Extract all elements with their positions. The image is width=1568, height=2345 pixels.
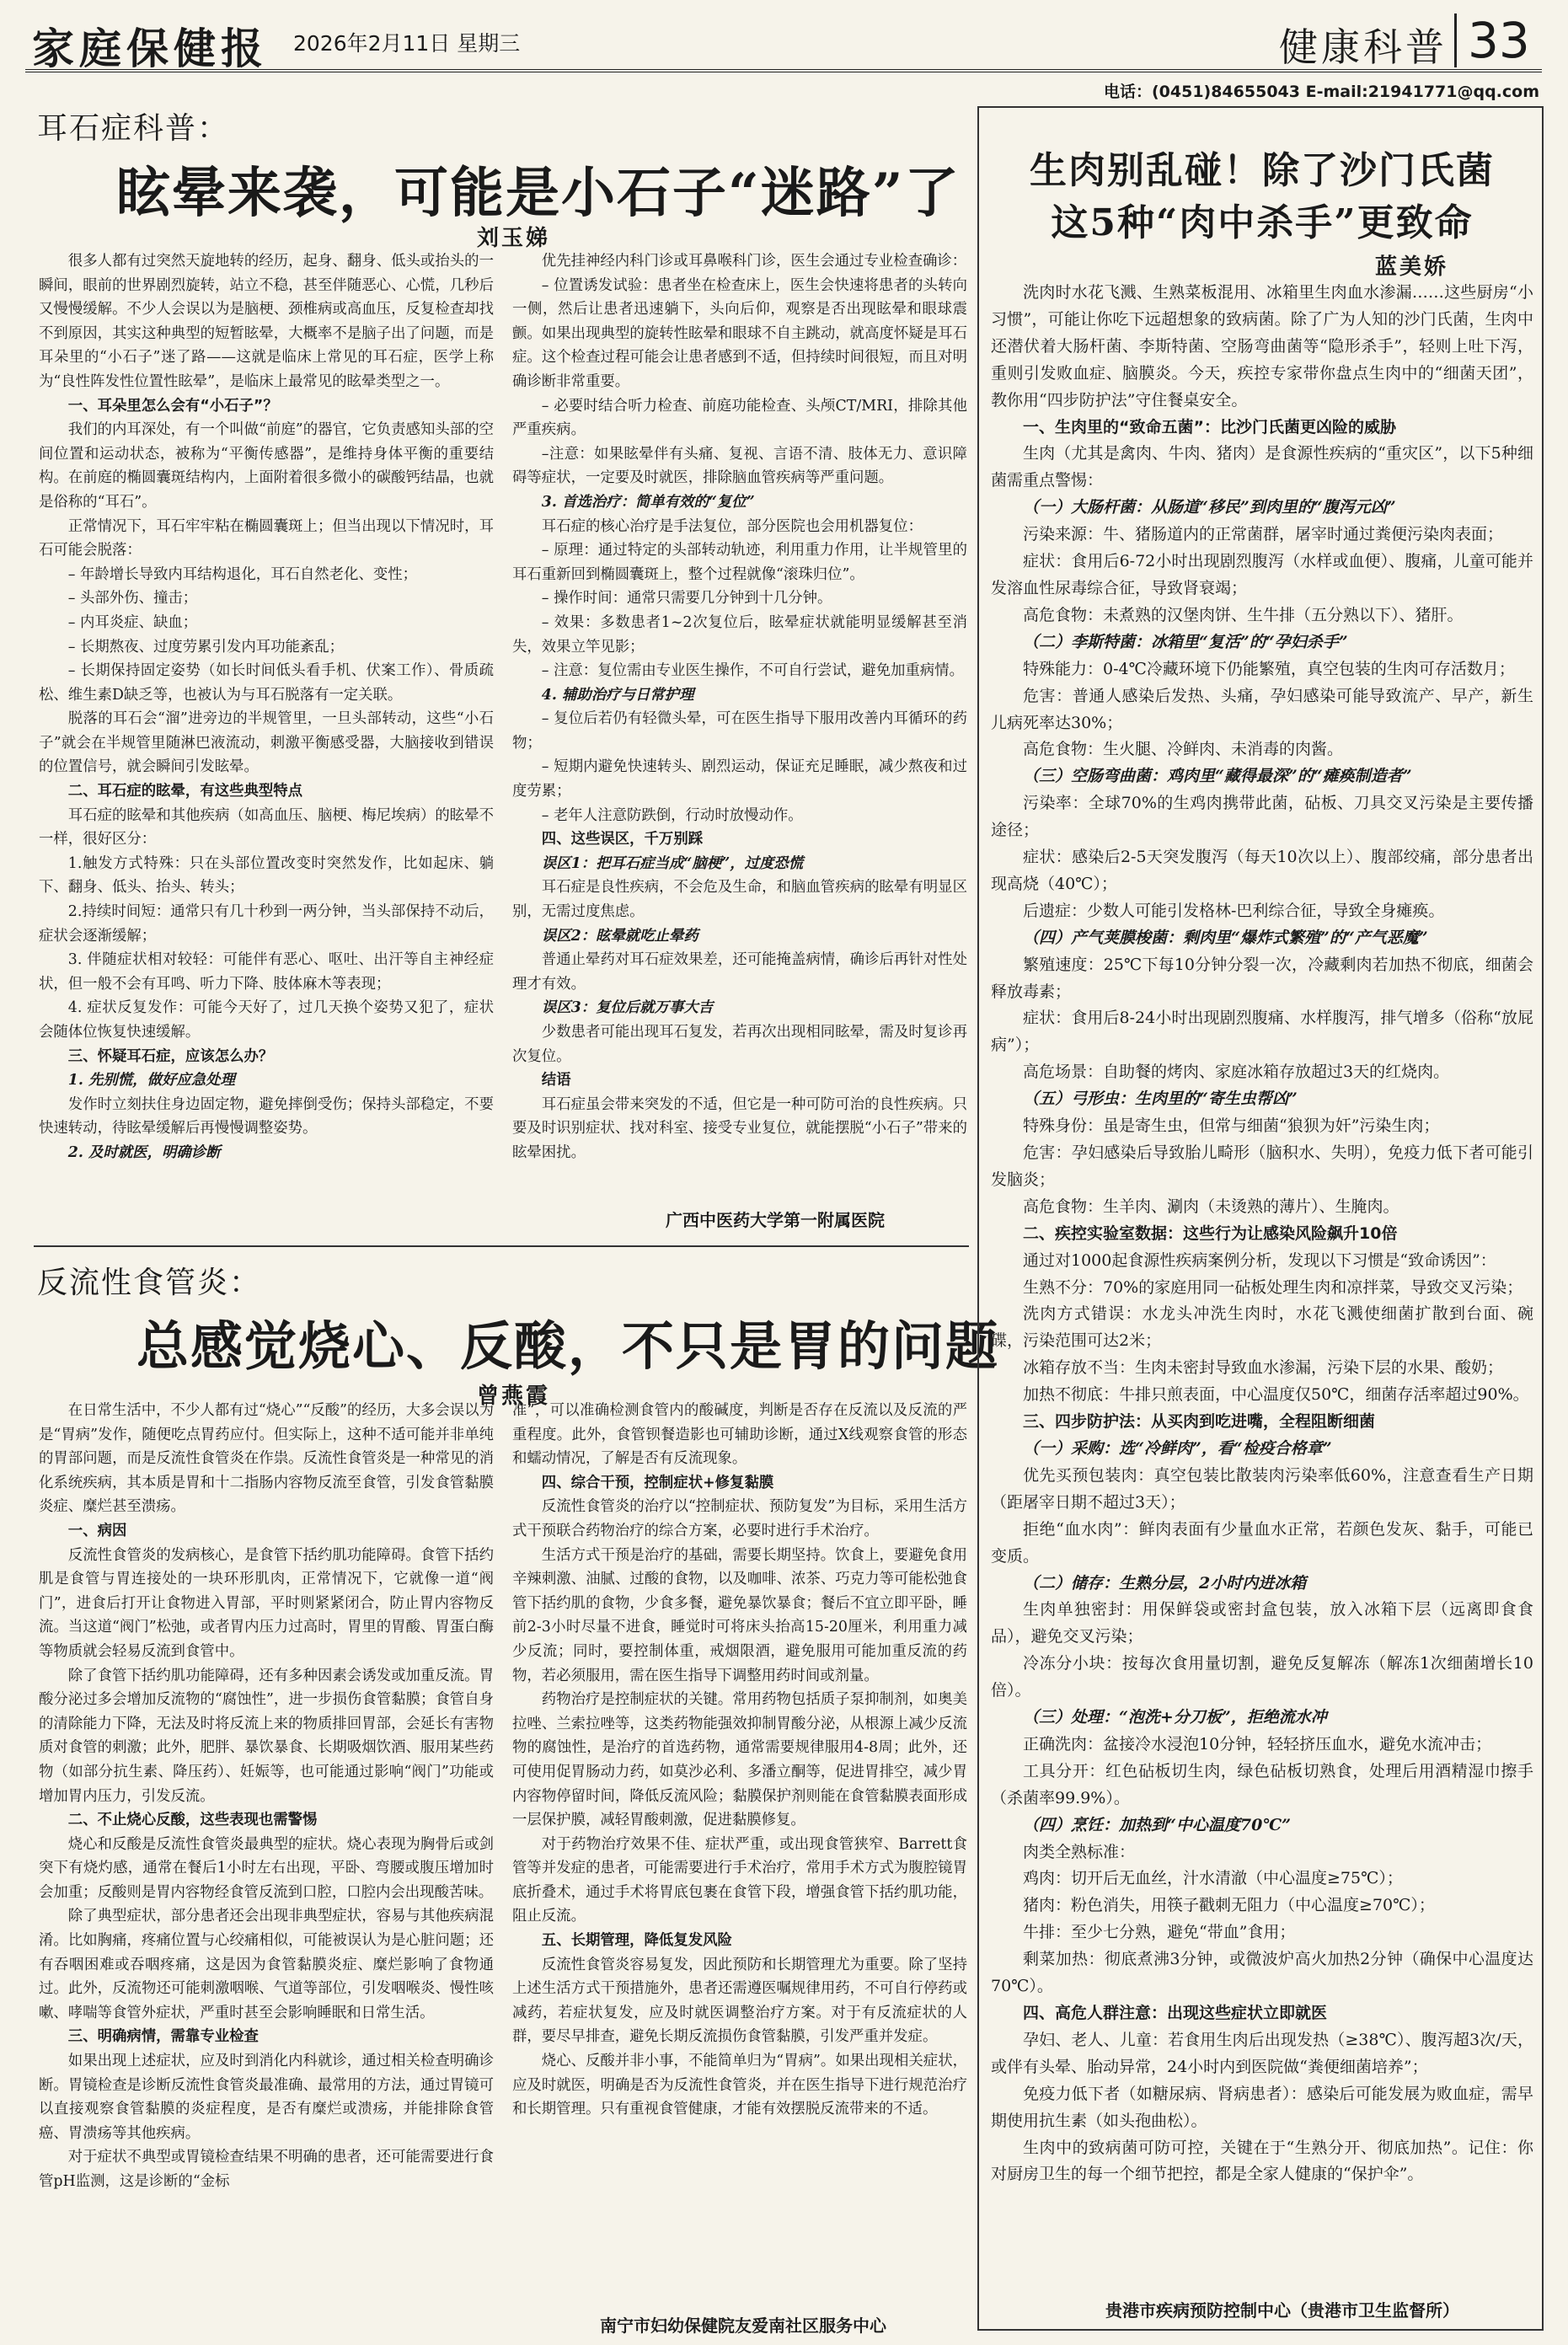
paragraph: 剩菜加热：彻底煮沸3分钟，或微波炉高火加热2分钟（确保中心温度达70℃）。 — [991, 1950, 1533, 1996]
paragraph: 高危食物：生羊肉、涮肉（未烫熟的薄片）、生腌肉。 — [1023, 1197, 1399, 1216]
paragraph: 繁殖速度：25℃下每10分钟分裂一次，冷藏剩肉若加热不彻底，细菌会释放毒素； — [991, 955, 1533, 1001]
paragraph: 耳石症的核心治疗是手法复位，部分医院也会用机器复位： — [541, 517, 923, 535]
masthead — [25, 12, 1542, 72]
paragraph: 冰箱存放不当：生肉未密封导致血水渗漏，污染下层的水果、酸奶； — [1023, 1358, 1504, 1378]
paragraph: 在日常生活中，不少人都有过“烧心”“反酸”的经历，大多会误以为是“胃病”发作，随便吃点胃药应付。但实际上，这种不适可能并非单纯的胃部问题，而是反流性食管炎在作祟。反流性食管炎是一种常见的消化系统疾病，其本质是胃和十二指肠内容物反流至食管，引发食管黏膜炎症、糜烂甚至溃疡。 — [39, 1402, 494, 1516]
paragraph: 正确洗肉：盆接冷水浸泡10分钟，轻轻挤压血水，避免水流冲击； — [1023, 1734, 1492, 1753]
article2-source: 南宁市妇幼保健院友爱南社区服务中心 — [600, 2316, 886, 2336]
section-heading: 一、耳朵里怎么会有“小石子”？ — [67, 397, 278, 415]
article2-byline: 曾燕霞 — [477, 1384, 551, 1409]
paragraph: – 注意：复位需由专业医生操作，不可自行尝试，避免加重病情。 — [541, 662, 964, 680]
article1-byline: 刘玉娣 — [477, 226, 551, 251]
sub-heading: （四）产气荚膜梭菌：剩肉里“爆炸式繁殖”的“产气恶魔” — [1023, 928, 1428, 947]
paragraph: 危害：普通人感染后发热、头痛，孕妇感染可能导致流产、早产，新生儿病死率达30%； — [991, 686, 1533, 732]
sub-heading: 2. 及时就医，明确诊断 — [67, 1143, 221, 1161]
section-heading: 二、耳石症的眩晕，有这些典型特点 — [67, 783, 303, 800]
paragraph: – 效果：多数患者1~2次复位后，眩晕症状就能明显缓解甚至消失，效果立竿见影； — [512, 613, 967, 656]
paragraph: 生活方式干预是治疗的基础，需要长期坚持。饮食上，要避免食用辛辣刺激、油腻、过酸的食物，以及咖啡、浓茶、巧克力等可能松弛食管下括约肌的食物，少食多餐，避免暴饮暴食；餐后不宜立即平卧，睡前2-3小时尽量不进食，睡觉时可将床头抬高15-20厘米，利用重力减少反流；同时，要控制体重，戒烟限酒，避免服用可能加重反流的药物，若必须服用，需在医生指导下调整用药时间或剂量。 — [512, 1546, 967, 1684]
sub-heading: （三）空肠弯曲菌：鸡肉里“藏得最深”的“瘫痪制造者” — [1023, 767, 1412, 786]
paragraph: 危害：孕妇感染后导致胎儿畸形（脑积水、失明），免疫力低下者可能引发脑炎； — [991, 1143, 1533, 1189]
paragraph: 4. 症状反复发作：可能今天好了，过几天换个姿势又犯了，症状会随体位恢复快速缓解。 — [39, 999, 494, 1041]
sub-heading: 4. 辅助治疗与日常护理 — [541, 686, 694, 704]
paragraph: 普通止晕药对耳石症效果差，还可能掩盖病情，确诊后再针对性处理才有效。 — [512, 951, 967, 993]
sub-heading: （四）烹饪：加热到“中心温度70℃” — [1023, 1815, 1292, 1834]
paragraph: 后遗症：少数人可能引发格林-巴利综合征，导致全身瘫痪。 — [1023, 901, 1445, 920]
paragraph: –注意：如果眩晕伴有头痛、复视、言语不清、肢体无力、意识障碍等症状，一定要及时就医，排除脑血管疾病等严重问题。 — [512, 445, 967, 487]
paragraph: – 操作时间：通常只需要几分钟到十几分钟。 — [541, 590, 832, 608]
paragraph: 拒绝“血水肉”：鲜肉表面有少量血水正常，若颜色发灰、黏手，可能已变质。 — [991, 1519, 1533, 1566]
paragraph: – 短期内避免快速转头、剧烈运动，保证充足睡眠，减少熬夜和过度劳累； — [512, 758, 967, 800]
article3-box — [977, 106, 1544, 2331]
article2-kicker: 反流性食管炎 ： — [37, 1259, 261, 1302]
paragraph: 通过对1000起食源性疾病案例分析，发现以下习惯是“致命诱因”： — [1023, 1250, 1496, 1270]
paragraph: 工具分开：红色砧板切生肉，绿色砧板切熟食，处理后用酒精湿巾擦手（杀菌率99.9%）。 — [991, 1761, 1533, 1807]
paragraph: 特殊身份：虽是寄生虫，但常与细菌“狼狈为奸”污染生肉； — [1023, 1116, 1440, 1136]
sub-heading: 误区3：复位后就万事大吉 — [541, 999, 714, 1017]
paragraph: – 长期熬夜、过度劳累引发内耳功能紊乱； — [67, 638, 345, 656]
paragraph: 高危食物：未煮熟的汉堡肉饼、生牛排（五分熟以下）、猪肝。 — [1023, 605, 1464, 624]
section-heading: 三、怀疑耳石症，应该怎么办？ — [67, 1047, 274, 1065]
sub-heading: （三）处理：“泡洗+分刀板”，拒绝流水冲 — [1023, 1708, 1327, 1727]
section-heading: 三、四步防护法：从买肉到吃进嘴，全程阻断细菌 — [1023, 1412, 1376, 1432]
paragraph: 少数患者可能出现耳石复发，若再次出现相同眩晕，需及时复诊再次复位。 — [512, 1024, 967, 1065]
sub-heading: （五）弓形虫：生肉里的“寄生虫帮凶” — [1023, 1090, 1298, 1109]
sub-heading: 误区2：眩晕就吃止晕药 — [541, 927, 698, 945]
paragraph: 烧心、反酸并非小事，不能简单归为“胃病”。如果出现相关症状，应及时就医，明确是否为反流性食管炎，并在医生指导下进行规范治疗和长期管理。只有重视食管健康，才能有效摆脱反流带来的不适。 — [512, 2053, 967, 2118]
paragraph: 症状：感染后2-5天突发腹泻（每天10次以上）、腹部绞痛，部分患者出现高烧（40℃）； — [991, 848, 1533, 893]
paragraph: 生熟不分：70%的家庭用同一砧板处理生肉和凉拌菜，导致交叉污染； — [1023, 1277, 1523, 1297]
article1-source: 广西中医药大学第一附属医院 — [666, 1210, 885, 1230]
paragraph: 特殊能力：0-4℃冷藏环境下仍能繁殖，真空包装的生肉可存活数月； — [1023, 659, 1515, 678]
article3-headline-line1: 生肉别乱碰！除了沙门氏菌 — [1030, 149, 1495, 192]
article1-headline: 眩晕来袭，可能是小石子“迷路”了 — [116, 162, 961, 225]
paragraph: 高危食物：生火腿、冷鲜肉、未消毒的肉酱。 — [1023, 740, 1344, 759]
article3-headline-line2: 这5种“肉中杀手”更致命 — [1051, 201, 1474, 244]
sub-heading: 误区1：把耳石症当成“脑梗”，过度恐慌 — [541, 854, 804, 872]
paragraph: 症状：食用后6-72小时出现剧烈腹泻（水样或血便）、腹痛，儿童可能并发溶血性尿毒综合征，导致肾衰竭； — [991, 552, 1533, 597]
article3-body — [991, 280, 1533, 2285]
paragraph: 脱落的耳石会“溜”进旁边的半规管里，一旦头部转动，这些“小石子”就会在半规管里随淋巴液流动，刺激平衡感受器，大脑接收到错误的位置信号，就会瞬间引发眩晕。 — [39, 710, 494, 776]
paragraph: – 头部外伤、撞击； — [67, 590, 198, 608]
section-heading: 三、明确病情，需靠专业检查 — [67, 2028, 259, 2046]
paragraph: 烧心和反酸是反流性食管炎最典型的症状。烧心表现为胸骨后或剑突下有烧灼感，通常在餐后1小时左右出现，平卧、弯腰或腹压增加时会加重；反酸则是胃内容物经食管反流到口腔，口腔内会出现酸苦味。 — [39, 1835, 494, 1901]
paragraph: 冷冻分小块：按每次食用量切割，避免反复解冻（解冻1次细菌增长10倍）。 — [991, 1654, 1533, 1700]
paragraph: 反流性食管炎容易复发，因此预防和长期管理尤为重要。除了坚持上述生活方式干预措施外，患者还需遵医嘱规律用药，不可自行停药或减药，若症状复发，应及时就医调整治疗方案。对于有反流症状的人群，要尽早排查，避免长期反流损伤食管黏膜，引发严重并发症。 — [512, 1956, 967, 2046]
article2-headline: 总感觉烧心、反酸，不只是胃的问题 — [136, 1315, 1000, 1377]
paragraph: – 复位后若仍有轻微头晕，可在医生指导下服用改善内耳循环的药物； — [512, 710, 967, 752]
paragraph: 肉类全熟标准： — [1023, 1842, 1136, 1861]
paragraph: 生肉（尤其是禽肉、牛肉、猪肉）是食源性疾病的“重灾区”，以下5种细菌需重点警惕： — [991, 444, 1533, 490]
paper-name: 家庭保健报 — [32, 24, 268, 73]
paragraph: 生肉中的致病菌可防可控，关键在于“生熟分开、彻底加热”。记住：你对厨房卫生的每一个细节把控，都是全家人健康的“保护伞”。 — [991, 2138, 1533, 2184]
section-heading: 四、高危人群注意：出现这些症状立即就医 — [1023, 2004, 1328, 2022]
paragraph: 优先买预包装肉：真空包装比散装肉污染率低60%，注意查看生产日期（距屠宰日期不超过3天）； — [991, 1465, 1533, 1512]
article1-column-2 — [512, 249, 967, 1202]
paragraph: 牛排：至少七分熟，避免“带血”食用； — [1023, 1923, 1296, 1942]
section-title: 健康科普 — [1279, 24, 1448, 70]
sub-heading: （二）李斯特菌：冰箱里“复活”的“孕妇杀手” — [1023, 632, 1348, 651]
article1-kicker: 耳石症科普 ： — [37, 104, 229, 147]
paragraph: 2.持续时间短：通常只有几十秒到一两分钟，当头部保持不动后，症状会逐渐缓解； — [39, 903, 494, 945]
paragraph: 生肉单独密封：用保鲜袋或密封盒包装，放入冰箱下层（远离即食食品），避免交叉污染； — [991, 1600, 1533, 1646]
paragraph: 污染来源：牛、猪肠道内的正常菌群，屠宰时通过粪便污染肉表面； — [1023, 525, 1504, 544]
paragraph: 准”，可以准确检测食管内的酸碱度，判断是否存在反流以及反流的严重程度。此外，食管钡餐造影也可辅助诊断，通过X线观察食管的形态和蠕动情况，了解是否有反流现象。 — [512, 1402, 967, 1468]
masthead-divider — [1454, 13, 1457, 67]
sub-heading: 3. 首选治疗：简单有效的“复位” — [541, 493, 755, 511]
article2-column-1 — [39, 1399, 494, 2326]
paragraph: 洗肉时水花飞溅、生熟菜板混用、冰箱里生肉血水渗漏……这些厨房“小习惯”，可能让你吃下远超想象的致病菌。除了广为人知的沙门氏菌，生肉中还潜伏着大肠杆菌、李斯特菌、空肠弯曲菌等“隐形杀手”，轻则上吐下泻，重则引发败血症、脑膜炎。今天，疾控专家带你盘点生肉中的“细菌天团”，教你用“四步防护法”守住餐桌安全。 — [991, 283, 1533, 410]
paragraph: 发作时立刻扶住身边固定物，避免摔倒受伤；保持头部稳定，不要快速转动，待眩晕缓解后再慢慢调整姿势。 — [39, 1095, 494, 1138]
article1-column-1 — [39, 249, 494, 1235]
paragraph: 污染率：全球70%的生鸡肉携带此菌，砧板、刀具交叉污染是主要传播途径； — [991, 794, 1533, 840]
paragraph: 反流性食管炎的发病核心，是食管下括约肌功能障碍。食管下括约肌是食管与胃连接处的一块环形肌肉，正常情况下，它就像一道“阀门”，进食后打开让食物进入胃部，平时则紧紧闭合，防止胃内容物反流。当这道“阀门”松弛，或者胃内压力过高时，胃里的胃酸、胃蛋白酶等物质就会轻易反流到食管中。 — [39, 1546, 494, 1660]
paragraph: 我们的内耳深处，有一个叫做“前庭”的器官，它负责感知头部的空间位置和运动状态，被称为“平衡传感器”，是维持身体平衡的重要结构。在前庭的椭圆囊斑结构内，上面附着很多微小的碳酸钙结晶，也就是俗称的“耳石”。 — [39, 421, 494, 511]
section-heading: 四、这些误区，千万别踩 — [541, 831, 704, 849]
paragraph: 症状：食用后8-24小时出现剧烈腹痛、水样腹泻，排气增多（俗称“放屁病”）； — [991, 1009, 1533, 1055]
page-number: 33 — [1468, 12, 1530, 69]
paragraph: 3. 伴随症状相对较轻：可能伴有恶心、呕吐、出汗等自主神经症状，但一般不会有耳鸣、听力下降、肢体麻木等表现； — [39, 951, 494, 993]
section-heading: 五、长期管理，降低复发风险 — [541, 1932, 732, 1950]
section-heading: 二、疾控实验室数据：这些行为让感染风险飙升10倍 — [1023, 1223, 1398, 1243]
paragraph: 1.触发方式特殊：只在头部位置改变时突然发作，比如起床、躺下、翻身、低头、抬头、转头； — [39, 854, 494, 897]
sub-heading: （二）储存：生熟分层，2小时内进冰箱 — [1023, 1573, 1307, 1593]
paragraph: 优先挂神经内科门诊或耳鼻喉科门诊，医生会通过专业检查确诊： — [541, 253, 967, 270]
article3-byline: 蓝美娇 — [1375, 254, 1449, 280]
contact-line: 电话：(0451)84655043 E-mail:21941771@qq.com — [1103, 83, 1539, 101]
paragraph: 加热不彻底：牛排只煎表面，中心温度仅50℃，细菌存活率超过90%。 — [1023, 1385, 1529, 1405]
section-heading: 结语 — [541, 1072, 571, 1090]
paragraph: 猪肉：粉色消失，用筷子戳刺无阻力（中心温度≥70℃）； — [1023, 1896, 1435, 1915]
paragraph: 高危场景：自助餐的烤肉、家庭冰箱存放超过3天的红烧肉。 — [1023, 1063, 1450, 1082]
section-heading: 二、不止烧心反酸，这些表现也需警惕 — [67, 1812, 318, 1829]
paragraph: – 位置诱发试验：患者坐在检查床上，医生会快速将患者的头转向一侧，然后让患者迅速躺下，头向后仰，观察是否出现眩晕和眼球震颤。如果出现典型的旋转性眩晕和眼球不自主跳动，就高度怀疑是耳石症。这个检查过程可能会让患者感到不适，但持续时间很短，而且对明确诊断非常重要。 — [512, 276, 967, 390]
sub-heading: （一）大肠杆菌：从肠道“移民”到肉里的“腹泻元凶” — [1023, 498, 1396, 517]
section-heading: 一、生肉里的“致命五菌”：比沙门氏菌更凶险的威胁 — [1023, 417, 1396, 436]
paragraph: 很多人都有过突然天旋地转的经历，起身、翻身、低头或抬头的一瞬间，眼前的世界剧烈旋转，站立不稳，甚至伴随恶心、心慌，几秒后又慢慢缓解。不少人会误以为是脑梗、颈椎病或高血压，反复检查却找不到原因，其实这种典型的短暂眩晕，大概率不是脑子出了问题，而是耳朵里的“小石子”迷了路——这就是临床上常见的耳石症，医学上称为“良性阵发性位置性眩晕”，是临床上最常见的眩晕类型之一。 — [39, 253, 494, 390]
paragraph: – 长期保持固定姿势（如长时间低头看手机、伏案工作）、骨质疏松、维生素D缺乏等，也被认为与耳石脱落有一定关联。 — [39, 662, 494, 704]
sub-heading: 1. 先别慌，做好应急处理 — [67, 1072, 235, 1090]
paragraph: 除了典型症状，部分患者还会出现非典型症状，容易与其他疾病混淆。比如胸痛，疼痛位置与心绞痛相似，可能被误认为是心脏问题；还有吞咽困难或吞咽疼痛，这是因为食管黏膜炎症、糜烂影响了食物通过。此外，反流物还可能刺激咽喉、气道等部位，引发咽喉炎、慢性咳嗽、哮喘等食管外症状，严重时甚至会影响睡眠和日常生活。 — [39, 1908, 494, 2021]
article3-source: 贵港市疾病预防控制中心（贵港市卫生监督所） — [1105, 2300, 1459, 2321]
paragraph: – 原理：通过特定的头部转动轨迹，利用重力作用，让半规管里的耳石重新回到椭圆囊斑上，整个过程就像“滚珠归位”。 — [512, 542, 967, 583]
paragraph: – 老年人注意防跌倒，行动时放慢动作。 — [541, 806, 803, 824]
section-heading: 一、病因 — [67, 1522, 127, 1539]
paragraph: 洗肉方式错误：水龙头冲洗生肉时，水花飞溅使细菌扩散到台面、碗碟，污染范围可达2米； — [991, 1304, 1533, 1351]
paragraph: 反流性食管炎的治疗以“控制症状、预防复发”为目标，采用生活方式干预联合药物治疗的综合方案，必要时进行手术治疗。 — [512, 1498, 967, 1539]
paragraph: 耳石症虽会带来突发的不适，但它是一种可防可治的良性疾病。只要及时识别症状、找对科室、接受专业复位，就能摆脱“小石子”带来的眩晕困扰。 — [512, 1095, 967, 1161]
paragraph: 耳石症的眩晕和其他疾病（如高血压、脑梗、梅尼埃病）的眩晕不一样，很好区分： — [39, 806, 494, 849]
paragraph: 孕妇、老人、儿童：若食用生肉后出现发热（≥38℃）、腹泻超3次/天，或伴有头晕、胎动异常，24小时内到医院做“粪便细菌培养”； — [991, 2030, 1533, 2076]
paragraph: 如果出现上述症状，应及时到消化内科就诊，通过相关检查明确诊断。胃镜检查是诊断反流性食管炎最准确、最常用的方法，通过胃镜可以直接观察食管黏膜的炎症程度，是否有糜烂或溃疡，并能排除食管癌、胃溃疡等其他疾病。 — [39, 2053, 494, 2142]
sub-heading: （一）采购：选“冷鲜肉”，看“检疫合格章” — [1023, 1438, 1332, 1458]
paragraph: 对于药物治疗效果不佳、症状严重，或出现食管狭窄、Barrett食管等并发症的患者，可能需要进行手术治疗，常用手术方式为腹腔镜胃底折叠术，通过手术将胃底包裹在食管下段，增强食管下括约肌功能，阻止反流。 — [512, 1835, 967, 1925]
section-divider — [34, 1245, 969, 1247]
article2-column-2 — [512, 1399, 967, 2307]
paragraph: – 内耳炎症、缺血； — [67, 613, 198, 631]
issue-date: 2026年2月11日 星期三 — [293, 31, 521, 56]
paragraph: 鸡肉：切开后无血丝，汁水清澈（中心温度≥75℃）； — [1023, 1869, 1403, 1888]
paragraph: – 必要时结合听力检查、前庭功能检查、头颅CT/MRI，排除其他严重疾病。 — [512, 397, 967, 439]
paragraph: 免疫力低下者（如糖尿病、肾病患者）：感染后可能发展为败血症，需早期使用抗生素（如头孢曲松）。 — [991, 2084, 1533, 2130]
paragraph: 药物治疗是控制症状的关键。常用药物包括质子泵抑制剂，如奥美拉唑、兰索拉唑等，这类药物能强效抑制胃酸分泌，从根源上减少反流物的腐蚀性，是治疗的首选药物，通常需要规律服用4-8周；此外，还可使用促胃肠动力药，如莫沙必利、多潘立酮等，促进胃排空，减少胃内容物停留时间，降低反流风险；黏膜保护剂则能在食管黏膜表面形成一层保护膜，减轻胃酸刺激，促进黏膜修复。 — [512, 1691, 967, 1829]
section-heading: 四、综合干预，控制症状+修复黏膜 — [541, 1474, 774, 1491]
paragraph: 正常情况下，耳石牢牢粘在椭圆囊斑上；但当出现以下情况时，耳石可能会脱落： — [39, 517, 494, 559]
paragraph: 对于症状不典型或胃镜检查结果不明确的患者，还可能需要进行食管pH监测，这是诊断的“金标 — [39, 2149, 494, 2190]
paragraph: – 年龄增长导致内耳结构退化，耳石自然老化、变性； — [67, 565, 418, 583]
paragraph: 耳石症是良性疾病，不会危及生命，和脑血管疾病的眩晕有明显区别，无需过度焦虑。 — [512, 879, 967, 921]
paragraph: 除了食管下括约肌功能障碍，还有多种因素会诱发或加重反流。胃酸分泌过多会增加反流物的“腐蚀性”，进一步损伤食管黏膜；食管自身的清除能力下降，无法及时将反流上来的物质排回胃部，会延长有害物质对食管的刺激；此外，肥胖、暴饮暴食、长期吸烟饮酒、服用某些药物（如部分抗生素、降压药）、妊娠等，也可能通过影响“阀门”功能或增加胃内压力，引发反流。 — [39, 1667, 494, 1805]
